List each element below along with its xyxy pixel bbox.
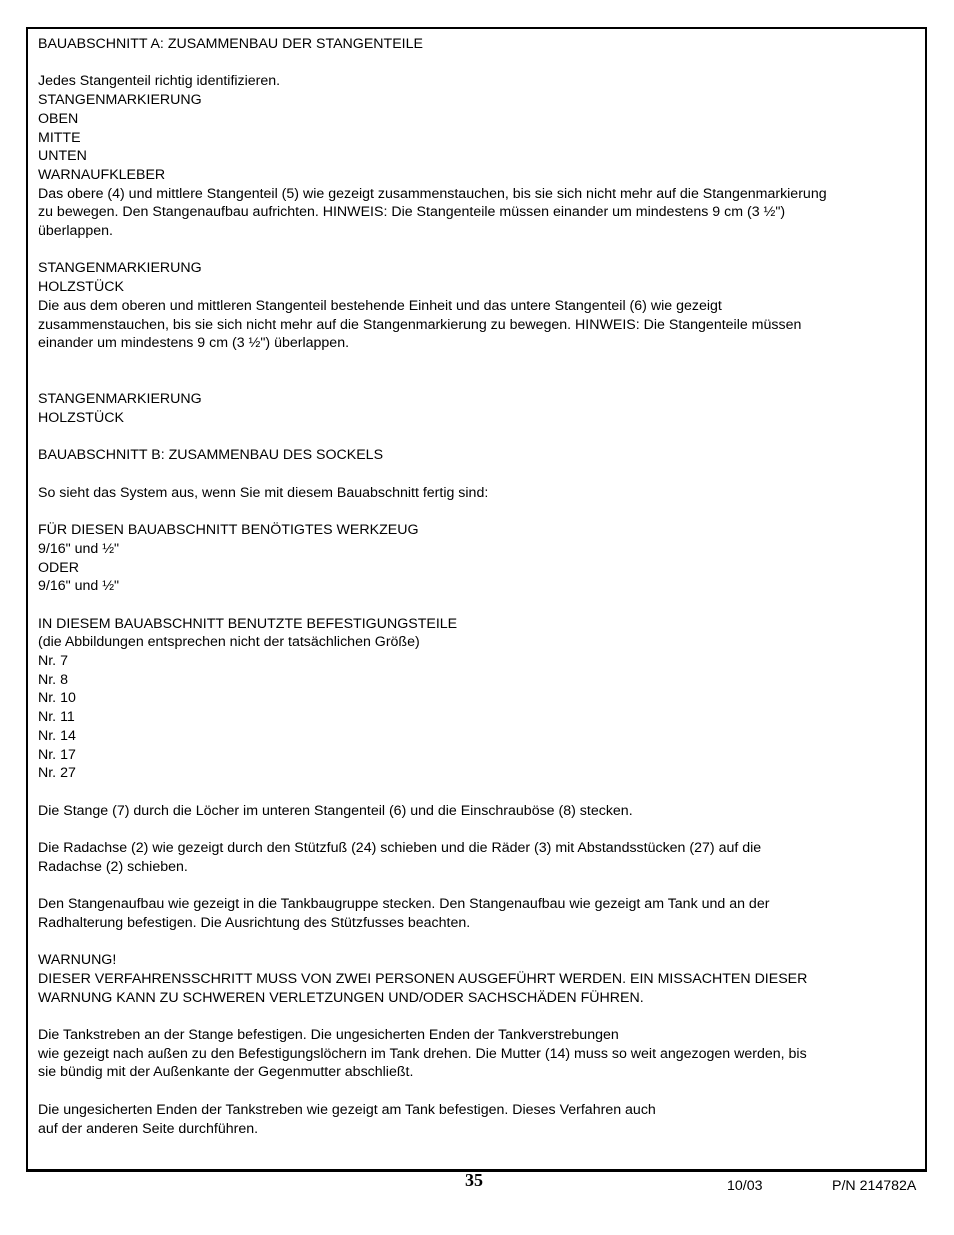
- text-line: Nr. 17: [38, 746, 76, 763]
- text-line: HOLZSTÜCK: [38, 279, 124, 296]
- text-line: Die Tankstreben an der Stange befestigen. Die ungesicherten Enden der Tankverstrebungen: [38, 1027, 619, 1044]
- text-line: WARNUNG!: [38, 952, 117, 969]
- text-line: WARNAUFKLEBER: [38, 166, 166, 183]
- text-line: zusammenstauchen, bis sie sich nicht mehr auf die Stangenmarkierung zu bewegen. HINWEIS: Die Stangenteile müssen: [38, 316, 802, 333]
- text-line: Die aus dem oberen und mittleren Stangenteil bestehende Einheit und das untere Stangenteil (6) wie gezeigt: [38, 297, 722, 314]
- text-line: FÜR DIESEN BAUABSCHNITT BENÖTIGTES WERKZEUG: [38, 522, 419, 539]
- text-line: 9/16" und ½": [38, 578, 120, 595]
- text-line: MITTE: [38, 129, 81, 146]
- blank-line: [38, 54, 920, 73]
- text-line: BAUABSCHNITT B: ZUSAMMENBAU DES SOCKELS: [38, 447, 384, 464]
- text-line: Den Stangenaufbau wie gezeigt in die Tankbaugruppe stecken. Den Stangenaufbau wie gezeigt am Tank und an der: [38, 896, 770, 913]
- text-line: Nr. 14: [38, 727, 76, 744]
- text-line: einander um mindestens 9 cm (3 ½") überlappen.: [38, 335, 350, 352]
- text-line: IN DIESEM BAUABSCHNITT BENUTZTE BEFESTIGUNGSTEILE: [38, 615, 458, 632]
- text-line: STANGENMARKIERUNG: [38, 260, 202, 277]
- text-line: zu bewegen. Den Stangenaufbau aufrichten. HINWEIS: Die Stangenteile müssen einander um mindestens 9 cm (3 ½"): [38, 204, 786, 221]
- text-line: ODER: [38, 559, 79, 576]
- text-line: DIESER VERFAHRENSSCHRITT MUSS VON ZWEI PERSONEN AUSGEFÜHRT WERDEN. EIN MISSACHTEN DIESER: [38, 970, 808, 987]
- text-line: 9/16" und ½": [38, 540, 120, 557]
- blank-line: [38, 1082, 920, 1101]
- text-line: auf der anderen Seite durchführen.: [38, 1120, 259, 1137]
- text-line: überlappen.: [38, 223, 113, 240]
- text-line: sie bündig mit der Außenkante der Gegenmutter abschließt.: [38, 1064, 414, 1081]
- text-line: Radachse (2) schieben.: [38, 858, 188, 875]
- page-number: 35: [465, 1170, 483, 1190]
- text-line: Die ungesicherten Enden der Tankstreben wie gezeigt am Tank befestigen. Dieses Verfahren auch: [38, 1101, 656, 1118]
- blank-line: [38, 465, 920, 484]
- text-line: Die Stange (7) durch die Löcher im unteren Stangenteil (6) und die Einschrauböse (8) stecken.: [38, 802, 633, 819]
- text-line: Nr. 27: [38, 765, 76, 782]
- blank-line: [38, 241, 920, 260]
- text-line: (die Abbildungen entsprechen nicht der tatsächlichen Größe): [38, 634, 420, 651]
- text-line: STANGENMARKIERUNG: [38, 391, 202, 408]
- revision-date: 10/03: [727, 1178, 763, 1194]
- blank-line: [38, 353, 920, 372]
- text-line: OBEN: [38, 110, 79, 127]
- blank-line: [38, 372, 920, 391]
- text-line: STANGENMARKIERUNG: [38, 92, 202, 109]
- text-line: BAUABSCHNITT A: ZUSAMMENBAU DER STANGENTEILE: [38, 36, 423, 52]
- part-number: P/N 214782A: [832, 1178, 917, 1194]
- document-body: [38, 35, 920, 1138]
- text-line: Nr. 10: [38, 690, 76, 707]
- text-line: Nr. 11: [38, 709, 75, 726]
- blank-line: [38, 820, 920, 839]
- text-line: Radhalterung befestigen. Die Ausrichtung des Stützfusses beachten.: [38, 914, 471, 931]
- text-line: HOLZSTÜCK: [38, 410, 124, 426]
- text-line: Jedes Stangenteil richtig identifizieren.: [38, 73, 281, 90]
- text-line: Nr. 8: [38, 671, 68, 688]
- blank-line: [38, 502, 920, 521]
- text-line: Das obere (4) und mittlere Stangenteil (5) wie gezeigt zusammenstauchen, bis sie sich nicht mehr auf die Stangenmarkierung: [38, 185, 827, 202]
- text-line: Nr. 7: [38, 653, 68, 670]
- blank-line: [38, 933, 920, 952]
- text-line: wie gezeigt nach außen zu den Befestigungslöchern im Tank drehen. Die Mutter (14) muss so weit angezogen werden, bis: [38, 1045, 807, 1062]
- text-line: So sieht das System aus, wenn Sie mit diesem Bauabschnitt fertig sind:: [38, 484, 489, 501]
- blank-line: [38, 876, 920, 895]
- blank-line: [38, 783, 920, 802]
- blank-line: [38, 428, 920, 447]
- text-line: WARNUNG KANN ZU SCHWEREN VERLETZUNGEN UND/ODER SACHSCHÄDEN FÜHREN.: [38, 989, 644, 1006]
- blank-line: [38, 596, 920, 615]
- text-line: UNTEN: [38, 148, 87, 165]
- blank-line: [38, 1007, 920, 1026]
- text-line: Die Radachse (2) wie gezeigt durch den Stützfuß (24) schieben und die Räder (3) mit Abstandsstücken (27) auf die: [38, 840, 762, 857]
